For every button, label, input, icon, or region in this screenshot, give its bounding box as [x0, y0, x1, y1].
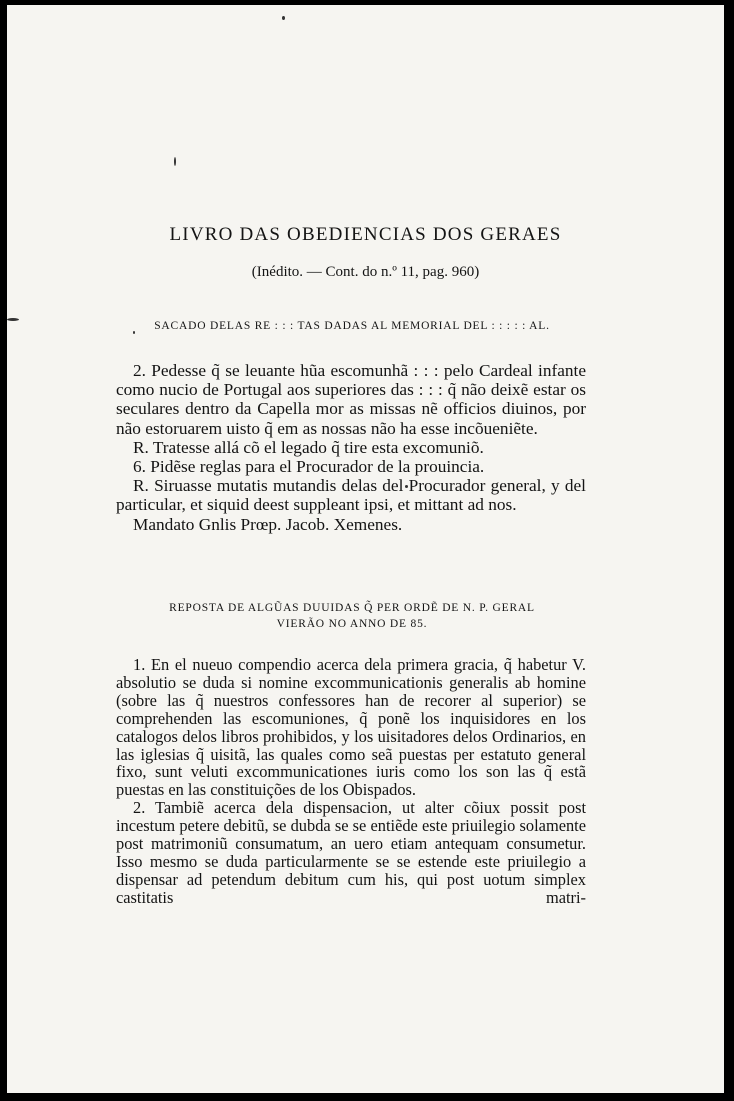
section-heading: VIERÃO NO ANNO DE 85. — [276, 618, 428, 630]
section-body — [116, 361, 586, 534]
section-heading: REPOSTA DE ALGŨAS DUUIDAS Q̃ PER ORDẼ DE N. P. GERAL — [169, 602, 535, 614]
section-heading: SACADO DELAS RE : : : TAS DADAS AL MEMORIAL DEL : : : : : AL. — [154, 320, 550, 332]
scan-speck — [282, 16, 285, 20]
scan-speck — [174, 157, 176, 166]
paragraph: R. Siruasse mutatis mutandis delas del Procurador general, y del particular, et siquid deest suppleant ipsi, et mittant ad nos. — [116, 476, 586, 515]
scan-speck — [7, 318, 19, 321]
paragraph: Mandato Gnlis Prœp. Jacob. Xemenes. — [133, 514, 403, 534]
paragraph: 6. Pidẽse reglas para el Procurador de la prouincia. — [133, 457, 485, 477]
paragraph: R. Tratesse allá cõ el legado q̃ tire esta excomuniõ. — [133, 437, 484, 457]
section-body — [116, 656, 586, 907]
page-subtitle: (Inédito. — Cont. do n.º 11, pag. 960) — [251, 264, 480, 280]
paragraph: 1. En el nueuo compendio acerca dela primera gracia, q̃ habetur V. absolutio se duda si nomine excommunicationis generalis ab homine (sobre las q̃ nuestros confessores han de recorer al superior) se comprehenden las escomuniones, q̃ ponẽ los inquisidores en los catalogos delos libros prohibidos, y los uisitadores delos Ordinarios, en las iglesias q̃ uisitã, las quales como seã puestas per estatuto general fixo, sunt veluti excommunicationes iuris como los son las q̃ estã puestas en las constituições de los Obispados. — [116, 655, 586, 800]
page-title: LIVRO DAS OBEDIENCIAS DOS GERAES — [169, 224, 562, 245]
document-page — [7, 5, 724, 1093]
paragraph: 2. Tambiẽ acerca dela dispensacion, ut alter cõiux possit post incestum petere debitũ, se dubda se se entiẽde este priuilegio solamente post matrimoniũ consumatum, an uero etiam antequam consumetur. Isso mesmo se duda particularmente se se estende este priuilegio a dispensar ad petendum debitum cum his, qui post uotum simplex castitatis matri- — [116, 798, 586, 907]
paragraph: 2. Pedesse q̃ se leuante hũa escomunhã : : : pelo Cardeal infante como nucio de Portugal aos superiores das : : : q̃ não deixẽ estar os seculares dentro da Capella mor as missas nẽ officios diuinos, por não estoruarem uisto q̃ em as nossas não ha esse incõueniẽte. — [116, 361, 586, 438]
